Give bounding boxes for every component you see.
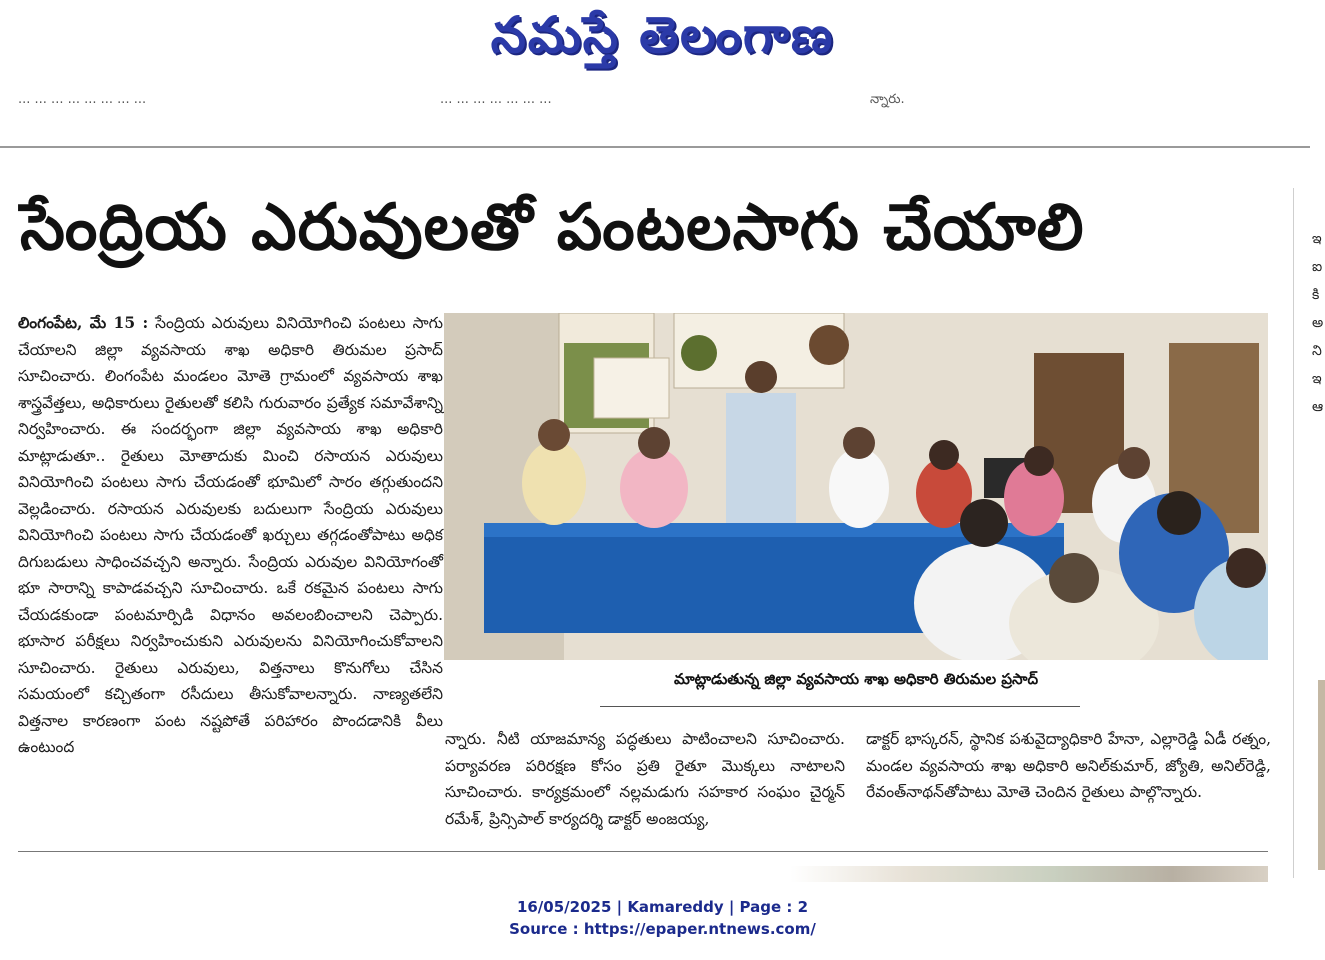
- adjacent-photo-strip: [1318, 680, 1325, 870]
- ticker-item: ... ... ... ... ... ... ...: [440, 92, 552, 107]
- article-column-3: డాక్టర్ భాస్కరన్, స్థానిక పశువైద్యాధికారి హేనా, ఎల్లారెడ్డి ఏడీ రత్నం, మండల వ్యవసాయ శాఖ అధికారి అనిల్‌కుమార్, జ్యోతి, అనిల్‌రెడ్డి, రేవంత్‌నాథన్‌తోపాటు మోతె చెందిన రైతులు పాల్గొన్నారు.: [866, 730, 1271, 801]
- column-1-text: సేంద్రియ ఎరువులు వినియోగించి పంటలు సాగు చేయాలని జిల్లా వ్యవసాయ శాఖ అధికారి తిరుమల ప్రసాద్ సూచించారు. లింగంపేట మండలం మోతె గ్రామంలో వ్యవసాయ శాఖ శాస్త్రవేత్తలు, అధికారులు రైతులతో కలిసి గురువారం ప్రత్యేక సమావేశాన్ని నిర్వహించారు. ఈ సందర్భంగా జిల్లా వ్యవసాయ శాఖ అధికారి మాట్లాడుతూ.. రైతులు మోతాదుకు మించి రసాయన ఎరువులు వినియోగించి పంటలు సాగు చేయడంతో భూమిలో సారం తగ్గుతుందని వెల్లడించారు. రసాయన ఎరువులకు బదులుగా సేంద్రియ ఎరువులు వినియోగించి పంటలు సాగు చేయడంతో ఖర్చులు తగ్గడంతోపాటు అధిక దిగుబడులు సాధించవచ్చని అన్నారు. సేంద్రియ ఎరువుల వినియోగంతో భూ సారాన్ని కాపాడవచ్చని సూచించారు. ఒకే రకమైన పంటలు సాగు చేయడకుండా పంటమార్పిడి విధానం అవలంబించాలని చెప్పారు. భూసార పరీక్షలు నిర్వహించుకుని ఎరువులను వినియోగించుకోవాలని సూచించారు. రైతులు ఎరువులు, విత్తనాలు కొనుగోలు చేసిన సమయంలో కచ్చితంగా రసీదులు తీసుకోవాలన్నారు. నాణ్యతలేని విత్తనాల కారణంగా పంట నష్టపోతే పరిహారం పొందడానికి వీలు ఉంటుంద: [18, 314, 443, 756]
- masthead-divider: [0, 146, 1310, 148]
- article-bottom-divider: [18, 851, 1268, 852]
- article-headline: సేంద్రియ ఎరువులతో పంటలసాగు చేయాలి: [20, 191, 1085, 265]
- masthead: [0, 0, 1325, 80]
- page-footer: [0, 896, 1325, 940]
- photo-caption: మాట్లాడుతున్న జిల్లా వ్యవసాయ శాఖ అధికారి తిరుమల ప్రసాద్: [673, 670, 1039, 688]
- footer-date-edition-page: 16/05/2025 | Kamareddy | Page : 2: [516, 898, 809, 916]
- newspaper-logo: నమస్తే తెలంగాణ: [490, 6, 835, 64]
- adjacent-article-fragment: ఇ ఐ కి అ ని ఇ ఆ: [1312, 231, 1324, 415]
- column-divider: [1293, 188, 1294, 878]
- caption-underline: [600, 706, 1080, 707]
- article-column-1: [18, 310, 443, 761]
- ticker-strip: [0, 88, 1325, 114]
- ticker-item: న్నారు.: [870, 92, 905, 107]
- next-article-photo-strip: [790, 866, 1268, 882]
- article-column-2: న్నారు. నీటి యాజమాన్య పద్ధతులు పాటించాలని సూచించారు. పర్యావరణ పరిరక్షణ కోసం ప్రతి రైతూ మొక్కలు నాటాలని సూచించారు. కార్యక్రమంలో నల్లమడుగు సహకార సంఘం చైర్మన్ రమేశ్, ప్రిన్సిపాల్ కార్యదర్శి డాక్టర్ అంజయ్య,: [445, 730, 845, 828]
- dateline: లింగంపేట, మే 15 :: [18, 313, 149, 332]
- footer-source-link[interactable]: Source : https://epaper.ntnews.com/: [509, 920, 816, 938]
- meeting-photo-illustration: [444, 313, 1268, 660]
- ticker-item: ... ... ... ... ... ... ... ...: [18, 92, 147, 107]
- article-photo: [444, 313, 1268, 660]
